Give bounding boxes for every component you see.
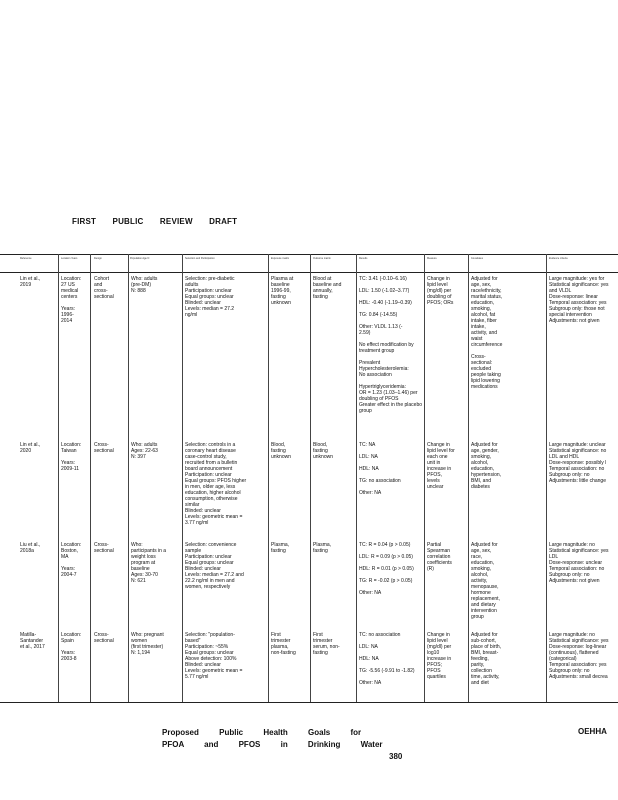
col-divider bbox=[356, 254, 357, 702]
col-divider bbox=[58, 254, 59, 702]
cell-population: Who: participants in a weight loss program at baseline Ages: 30-70 N: 621 bbox=[131, 542, 167, 584]
draft-label: FIRST PUBLIC REVIEW DRAFT bbox=[72, 217, 238, 226]
cell-population: Who: adults Ages: 22-63 N: 397 bbox=[131, 442, 158, 460]
cell-measure: Change in lipid level (mg/dl) per log10 increase in PFOS; PFOS quartiles bbox=[427, 632, 452, 680]
cell-outcome: Blood, fasting unknown bbox=[313, 442, 334, 460]
cell-results: TC: 3.41 (-0.10–6.16) LDL: 1.50 (-1.02–3.77) HDL: -0.40 (-1.19–0.39) TG: 0.84 (-14.55) Other: VLDL 1.13 (- 2.59) No effect modification by treatment group Prevalent Hypercholesterolemia: No association Hypertriglyceridemia: OR = 1.23 (1.03–1.46) per doubling of PFOS Greater effect in the placebo group bbox=[359, 276, 423, 414]
cell-results: TC: NA LDL: NA HDL: NA TG: no association Other: NA bbox=[359, 442, 401, 496]
cell-outcome: Plasma, fasting bbox=[313, 542, 332, 554]
table-bottom-rule bbox=[0, 702, 618, 703]
table-top-rule bbox=[0, 254, 618, 255]
col-divider bbox=[268, 254, 269, 702]
cell-selection: Selection: controls in a coronary heart disease case-control study, recruited from a bulletin board announcement Participation: unclear Equal groups: PFOS higher in men, older age, less education, higher alcohol consumption, otherwise similar Blinded: unclear Levels: geometric mean = 3.77 ng/ml bbox=[185, 442, 247, 526]
footer-title bbox=[162, 727, 383, 751]
cell-selection: Selection: convenience sample Participation: unclear Equal groups: unclear Blinded: unclear Levels: median = 27.2 and 22.2 ng/ml in men and women, respectively bbox=[185, 542, 244, 590]
col-divider bbox=[182, 254, 183, 702]
col-divider bbox=[546, 254, 547, 702]
cell-location: Location: Spain Years: 2003-8 bbox=[61, 632, 82, 662]
cell-population: Who: pregnant women (first trimester) N: 1,194 bbox=[131, 632, 164, 656]
footer-org: OEHHA bbox=[578, 727, 607, 736]
cell-covariates: Adjusted for age, gender, smoking, alcohol, education, hypertension, BMI, and diabetes bbox=[471, 442, 502, 490]
col-divider bbox=[468, 254, 469, 702]
cell-design: Cross- sectional bbox=[94, 442, 114, 454]
cell-location: Location: Taiwan Years: 2009-11 bbox=[61, 442, 82, 472]
footer-title-line-1: Proposed Public Health Goals for bbox=[162, 728, 362, 737]
cell-results: TC: no association LDL: NA HDL: NA TG: -5.56 (-9.91 to -1.82) Other: NA bbox=[359, 632, 415, 686]
col-header-selection: Selection and Participation bbox=[185, 257, 215, 260]
cell-location: Location: Boston, MA Years: 2004-7 bbox=[61, 542, 82, 578]
cell-design: Cohort and cross- sectional bbox=[94, 276, 114, 300]
col-header-reference: Reference bbox=[20, 257, 32, 260]
cell-covariates: Adjusted for age, sex, race, education, smoking, alcohol, activity, menopause, hormone replacement, and dietary intervention group bbox=[471, 542, 500, 620]
table-header-rule bbox=[0, 272, 618, 273]
cell-evidence: Large magnitude: yes for Statistical significance: yes and VLDL Dose-response: linear Temporal association: yes Subgroup only: those not special intervention Adjustments: not given bbox=[549, 276, 609, 324]
cell-design: Cross- sectional bbox=[94, 632, 114, 644]
cell-evidence: Large magnitude: no Statistical significance: yes Dose-response: log-linear (continuous), flattened (categorical) Temporal association: yes Subgroup only: no Adjustments: small decrea bbox=[549, 632, 609, 680]
cell-population: Who: adults (pre-DM) N: 888 bbox=[131, 276, 158, 294]
cell-selection: Selection: pre-diabetic adults Participation: unclear Equal groups: unclear Blinded: unclear Levels: median = 27.2 ng/ml bbox=[185, 276, 235, 318]
cell-evidence: Large magnitude: no Statistical significance: yes LDL Dose-response: unclear Temporal association: no Subgroup only: no Adjustments: not given bbox=[549, 542, 609, 584]
cell-measure: Change in lipid level (mg/dl) per doubling of PFOS; ORs bbox=[427, 276, 454, 306]
cell-covariates: Adjusted for age, sex, race/ethnicity, marital status, education, smoking, alcohol, fat intake, fiber intake, activity, and waist circumference Cross- sectional: excluded people taking lipid lowering medications bbox=[471, 276, 503, 390]
col-header-covariates: Covariates bbox=[471, 257, 483, 260]
cell-outcome: First trimester serum, non- fasting bbox=[313, 632, 340, 656]
col-divider bbox=[424, 254, 425, 702]
cell-results: TC: R = 0.04 (p > 0.05) LDL: R = 0.09 (p > 0.05) HDL: R = 0.01 (p > 0.05) TG: R = -0.02 (p > 0.05) Other: NA bbox=[359, 542, 414, 596]
col-header-design: Design bbox=[94, 257, 102, 260]
cell-measure: Change in lipid level for each one unit in increase in PFOS, levels unclear bbox=[427, 442, 455, 490]
col-divider bbox=[128, 254, 129, 702]
col-header-outcome: Outcome matrix bbox=[313, 257, 331, 260]
cell-design: Cross- sectional bbox=[94, 542, 114, 554]
col-header-results: Results bbox=[359, 257, 368, 260]
cell-exposure: First trimester plasma, non-fasting bbox=[271, 632, 296, 656]
col-header-measure: Measure bbox=[427, 257, 437, 260]
col-header-evidence: Evidence criteria bbox=[549, 257, 568, 260]
cell-outcome: Blood at baseline and annually, fasting bbox=[313, 276, 342, 300]
cell-exposure: Plasma, fasting bbox=[271, 542, 290, 554]
page-number: 380 bbox=[389, 752, 403, 761]
col-divider bbox=[310, 254, 311, 702]
col-divider bbox=[90, 254, 91, 702]
cell-reference: Lin et al., 2019 bbox=[20, 276, 41, 288]
cell-covariates: Adjusted for sub-cohort, place of birth, BMI, breast- feeding, parity, collection time, activity, and diet bbox=[471, 632, 502, 686]
col-header-population: Population Age N bbox=[130, 257, 150, 260]
cell-reference: Liu et al., 2018a bbox=[20, 542, 41, 554]
cell-exposure: Blood, fasting unknown bbox=[271, 442, 292, 460]
cell-evidence: Large magnitude: unclear Statistical significance: no LDL and HDL Dose-response: possibly l Temporal association: no Subgroup only: no Adjustments: little change bbox=[549, 442, 607, 484]
cell-reference: Matilla- Santander et al., 2017 bbox=[20, 632, 45, 650]
cell-reference: Lin et al., 2020 bbox=[20, 442, 41, 454]
cell-measure: Partial Spearman correlation coefficients (R) bbox=[427, 542, 452, 572]
col-header-exposure: Exposure matrix bbox=[271, 257, 290, 260]
col-header-location: Location Years bbox=[61, 257, 78, 260]
footer-title-line-2: PFOA and PFOS in Drinking Water bbox=[162, 740, 383, 749]
cell-selection: Selection: "population- based" Participation: ~55% Equal groups: unclear Above detection: 100% Blinded: unclear Levels: geometric mean = 5.77 ng/ml bbox=[185, 632, 243, 680]
cell-location: Location: 27 US medical centers Years: 1996- 2014 bbox=[61, 276, 82, 324]
cell-exposure: Plasma at baseline 1996-99, fasting unknown bbox=[271, 276, 294, 306]
